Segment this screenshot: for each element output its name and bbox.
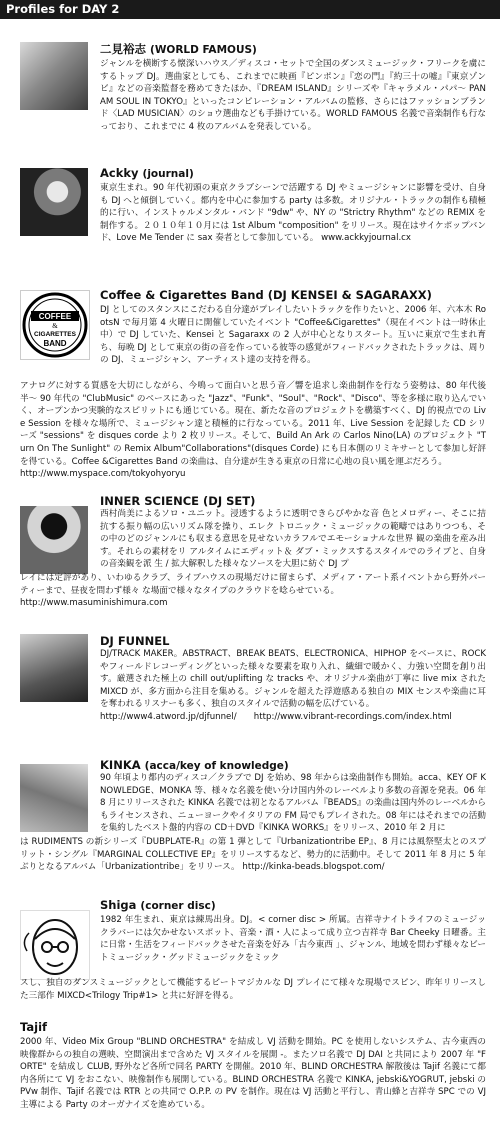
- name-main: INNER SCIENCE (DJ SET): [100, 494, 256, 508]
- name-sub: (WORLD FAMOUS): [150, 44, 257, 56]
- profile-name: [100, 758, 289, 773]
- name-main: Coffee & Cigarettes Band (DJ KENSEI & SAGARAXX): [100, 288, 432, 302]
- name-main: Shiga: [100, 898, 137, 912]
- profile-bio: [100, 58, 486, 134]
- bio-lead-text: DJ としてのスタンスにこだわる自分達がプレイしたいトラックを作りたいと、2006 年、六本木 RootsN で毎月第 4 火曜日に開催していたイベント "Coffee&Cigarettes"（現在イベントは一時休止中）で DJ していた、Kensei と Sagaraxx の 2 人が中心となりスタート。互いに東京で生まれ育ち、毎晩 DJ として東京の街の音を作っている彼等の感覚がフィードバックされたトラックは、周りの DJ、ミュージシャン、アーティスト達の支持を得る。: [100, 305, 486, 366]
- profile-bio: [100, 648, 486, 724]
- name-main: DJ FUNNEL: [100, 634, 170, 648]
- bio-text: レイには定評があり、いわゆるクラブ、ライブハウスの現場だけに留まらず、メディア・アート系イベントから野外パーティーまで、昼夜を問わず様々 な場面で様々なタイプのクラウドを唸らせている。: [20, 573, 486, 596]
- profile-name: [20, 1020, 47, 1034]
- name-main: Ackky: [100, 166, 139, 180]
- profile-bio-lead: [100, 304, 486, 380]
- profile-url-link[interactable]: http://www.myspace.com/tokyohyoryu: [20, 469, 186, 480]
- profile-bio-lead: [100, 508, 486, 572]
- profile-name: [100, 634, 169, 648]
- profile-name: [100, 166, 194, 181]
- logo-word-cigarettes: CIGARETTES: [34, 331, 76, 338]
- profile-photo: [20, 42, 88, 110]
- bio-text: DJ/TRACK MAKER。ABSTRACT、BREAK BEATS、ELECTRONICA、HIPHOP をベースに、ROCK やフィールドレコーディングといった様々な要素を取り入れ、繊細で暖かく、力強い空間を創り出す。厳選された極上の chill out/uplifting な tracks や、オリジナル楽曲が丁寧に live mix された MIXCD が、多方面から注目を集める。ジャンルを超えた浮遊感ある独自の MIX センスや楽曲に耳を奪われるリスナーも多く、独自のスタイルで活動の幅を広げている。: [100, 649, 486, 710]
- bio-lead-text: 1982 年生まれ、東京は練馬出身。DJ。< corner disc > 所属。吉祥寺ナイトライフのミュージックラバーには欠かせないスポット、音楽・酒・人によって成り立つ吉祥寺 Bar Cheeky 日曜番。主に日常・生活をフィードバックさせた音楽を好み「古今東西 」、ジャンル、地域を問わず様々なビートミュージック・グッドミュージックをミック: [100, 915, 486, 963]
- page-title: Profiles for DAY 2: [6, 2, 120, 16]
- profile-url-link[interactable]: http://www.masuminishimura.com: [20, 598, 168, 609]
- profile-bio: [20, 572, 486, 610]
- bio-text: 2000 年、Video Mix Group "BLIND ORCHESTRA" を結成し VJ 活動を開始。PC を使用しないシステム、古今東西の映像群からの独自の選映、空間演出まで含めた VJ スタイルを展開 -。またソロ名義で DJ DAI と共同により 2007 年 "FORTE" を結成し CLUB, 野外など各所で同名 PARTY を開催。2010 年、BLIND ORCHESTRA 解散後は Tajif 名義にて都内各所にて VJ をおこない、映像制作も展開している。BLIND ORCHESTRA 名義で KINKA, jebski&YOGRUT, jebski の PVw 制作、Tajif 名義では RTR との共同で O.P.P. の PV を制作。現在は VJ 活動と平行し、青山蜂と吉祥寺 SPC での VJ 主導による Party のオーガナイズを進めている。: [20, 1037, 486, 1110]
- logo-word-band: BAND: [43, 339, 67, 348]
- name-sub: (acca/key of knowledge): [144, 760, 289, 772]
- coffee-cigarettes-logo-icon: [21, 291, 89, 359]
- profile-photo: [20, 506, 88, 574]
- page-header: [0, 0, 500, 19]
- logo-word-coffee: COFFEE: [38, 312, 72, 321]
- profile-name: [100, 288, 432, 302]
- profile-photo: [20, 764, 88, 832]
- name-sub: (journal): [142, 168, 194, 180]
- profile-bio: [20, 1036, 486, 1112]
- bio-text: スし、独自のダンスミュージックとして機能するビートマジカルな DJ プレイにて様々な現場でスピン、昨年リリースした三部作 MIXCD<Trilogy Trip#1> と共に好評を得る。: [20, 978, 486, 1001]
- profile-name: [100, 494, 255, 508]
- profile-photo: [20, 168, 88, 236]
- name-main: Tajif: [20, 1020, 48, 1034]
- profile-name: [100, 898, 216, 913]
- bio-lead-text: 90 年頃より都内のディスコ／クラブで DJ を始め、98 年からは楽曲制作も開始。acca、KEY OF KNOWLEDGE、MONKA 等、様々な名義を使い分け国内外のレーベルより多数の音源を発表。06 年 8 月にリリースされた KINKA 名義では初となるアルバム『BEADS』の楽曲は国内外のレーベルからもライセンスされ、ニューヨークやイタリアの FM 局でもプレイされた。08 年にはそれまでの活動を集約したベスト盤的内容の CD＋DVD『KINKA WORKS』をリリース、2010 年 2 月に: [100, 773, 486, 834]
- profile-bio: [20, 977, 486, 1002]
- profile-bio-lead: [100, 772, 486, 836]
- profile-url-link[interactable]: www.ackkyjournal.cx: [321, 233, 411, 244]
- name-main: KINKA: [100, 758, 141, 772]
- bio-text: 東京生まれ。90 年代初頭の東京クラブシーンで活躍する DJ やミュージシャンに影響を受け、自身も DJ へと傾倒していく。都内を中心に参加する party は多数。オリジナル・トラックの制作も積極的に行い、インストゥルメンタル・バンド "9dw" や、NY の "Strictry Rhythm" などの REMIX を制作する。２０１０年１０月には 1st Album "composition" をリリース。現在はサイケポップバンド、Love Me Tender に sax 奏者として参加している。: [100, 183, 486, 244]
- bio-text: ジャンルを横断する懐深いハウス／ディスコ・セットで全国のダンスミュージック・フリークを虜にするトップ DJ。選曲家としても、これまでに映画『ピンポン』『恋の門』『約三十の嘘』『東京ゾンビ』などの音楽監督を務めてきたほか、『DREAM ISLAND』シリーズや『キャラメル・パパ〜 PANAM SOUL IN TOKYO』といったコンピレーション・アルバムの監修、さらにはファッションブランド〈LAD MUSICIAN〉のショウ選曲なども手掛けている。WORLD FAMOUS 名義で音楽制作も行なっており、これまでに 4 枚のアルバムを発表している。: [100, 59, 486, 132]
- bio-text: は RUDIMENTS の新シリーズ『DUBPLATE-R』の第 1 弾として『Urbanizationtribe EP』、8 月には風祭堅太とのスプリット・シングル『MARGINAL COLLECTIVE EP』をリリースするなど、勢力的に活動中。そして 2011 年 8 月に 5 年ぶりとなるアルバム「Urbanizationtribe」をリリース。: [20, 837, 486, 873]
- profile-url-link[interactable]: http://www4.atword.jp/djfunnel/ http://www.vibrant-recordings.com/index.html: [100, 711, 452, 722]
- bio-text: アナログに対する質感を大切にしながら、今鳴って面白いと思う音／響を追求し楽曲制作を行なう姿勢は、80 年代後半〜 90 年代の "ClubMusic" のベースにあった "Jazz"、"Funk"、"Soul"、"Rock"、"Disco"、等を多様に取り込んでいく、オープンかつ実験的なスピリットにも通じている。現在、新たな音のプロジェクトを構築すべく、DJ 的視点での Live Session を様々な場所で、ミュージシャン達と積極的に行なっている。2011 年、Live Session を記録した CD シリーズ "sessions" を disques corde より 2 枚リリース。そして、Build An Ark の Carlos Nino(LA) のプロジェクト "Turn On The Sunlight" の Remix Album"Collaborations"(disques Corde) にも日本側のリミキサーとして参加し好評を得ている。Coffee &Cigarettes Band の楽曲は、自分達が生きる東京の日常に心地の良い風を運ぶだろう。: [20, 381, 486, 467]
- name-main: 二見裕志: [100, 42, 146, 56]
- logo-ampersand: &: [52, 322, 58, 330]
- profile-bio: [20, 380, 486, 481]
- profile-bio-lead: [100, 914, 486, 977]
- band-logo: [20, 290, 90, 360]
- profile-photo: [20, 634, 88, 702]
- profile-bio: [20, 836, 486, 874]
- name-sub: (corner disc): [140, 900, 216, 912]
- profile-bio: [100, 182, 486, 245]
- profile-photo: [20, 910, 90, 980]
- profile-url-link[interactable]: http://kinka-beads.blogspot.com/: [242, 862, 385, 873]
- profile-name: [100, 42, 257, 57]
- shiga-face-drawing-icon: [21, 911, 89, 979]
- bio-lead-text: 西村尚美によるソロ・ユニット。浸透するように透明できらびやかな音 色とメロディー、そこに拮抗する振り幅の広いリズム隊を操り、エレク トロニック・ミュージックの範疇ではありつつも、その中のどのジャンルにも収まる意思を見せないカラフルでエモーショナルな世界 観の楽曲を産み出す。それらの素材をリ アルタイムにエディット＆ ダブ・ミックスするスタイルでのライブと、自身の音楽観を派 生 / 拡大解釈した様々なソースを大胆に紡ぐ DJ プ: [100, 509, 486, 570]
